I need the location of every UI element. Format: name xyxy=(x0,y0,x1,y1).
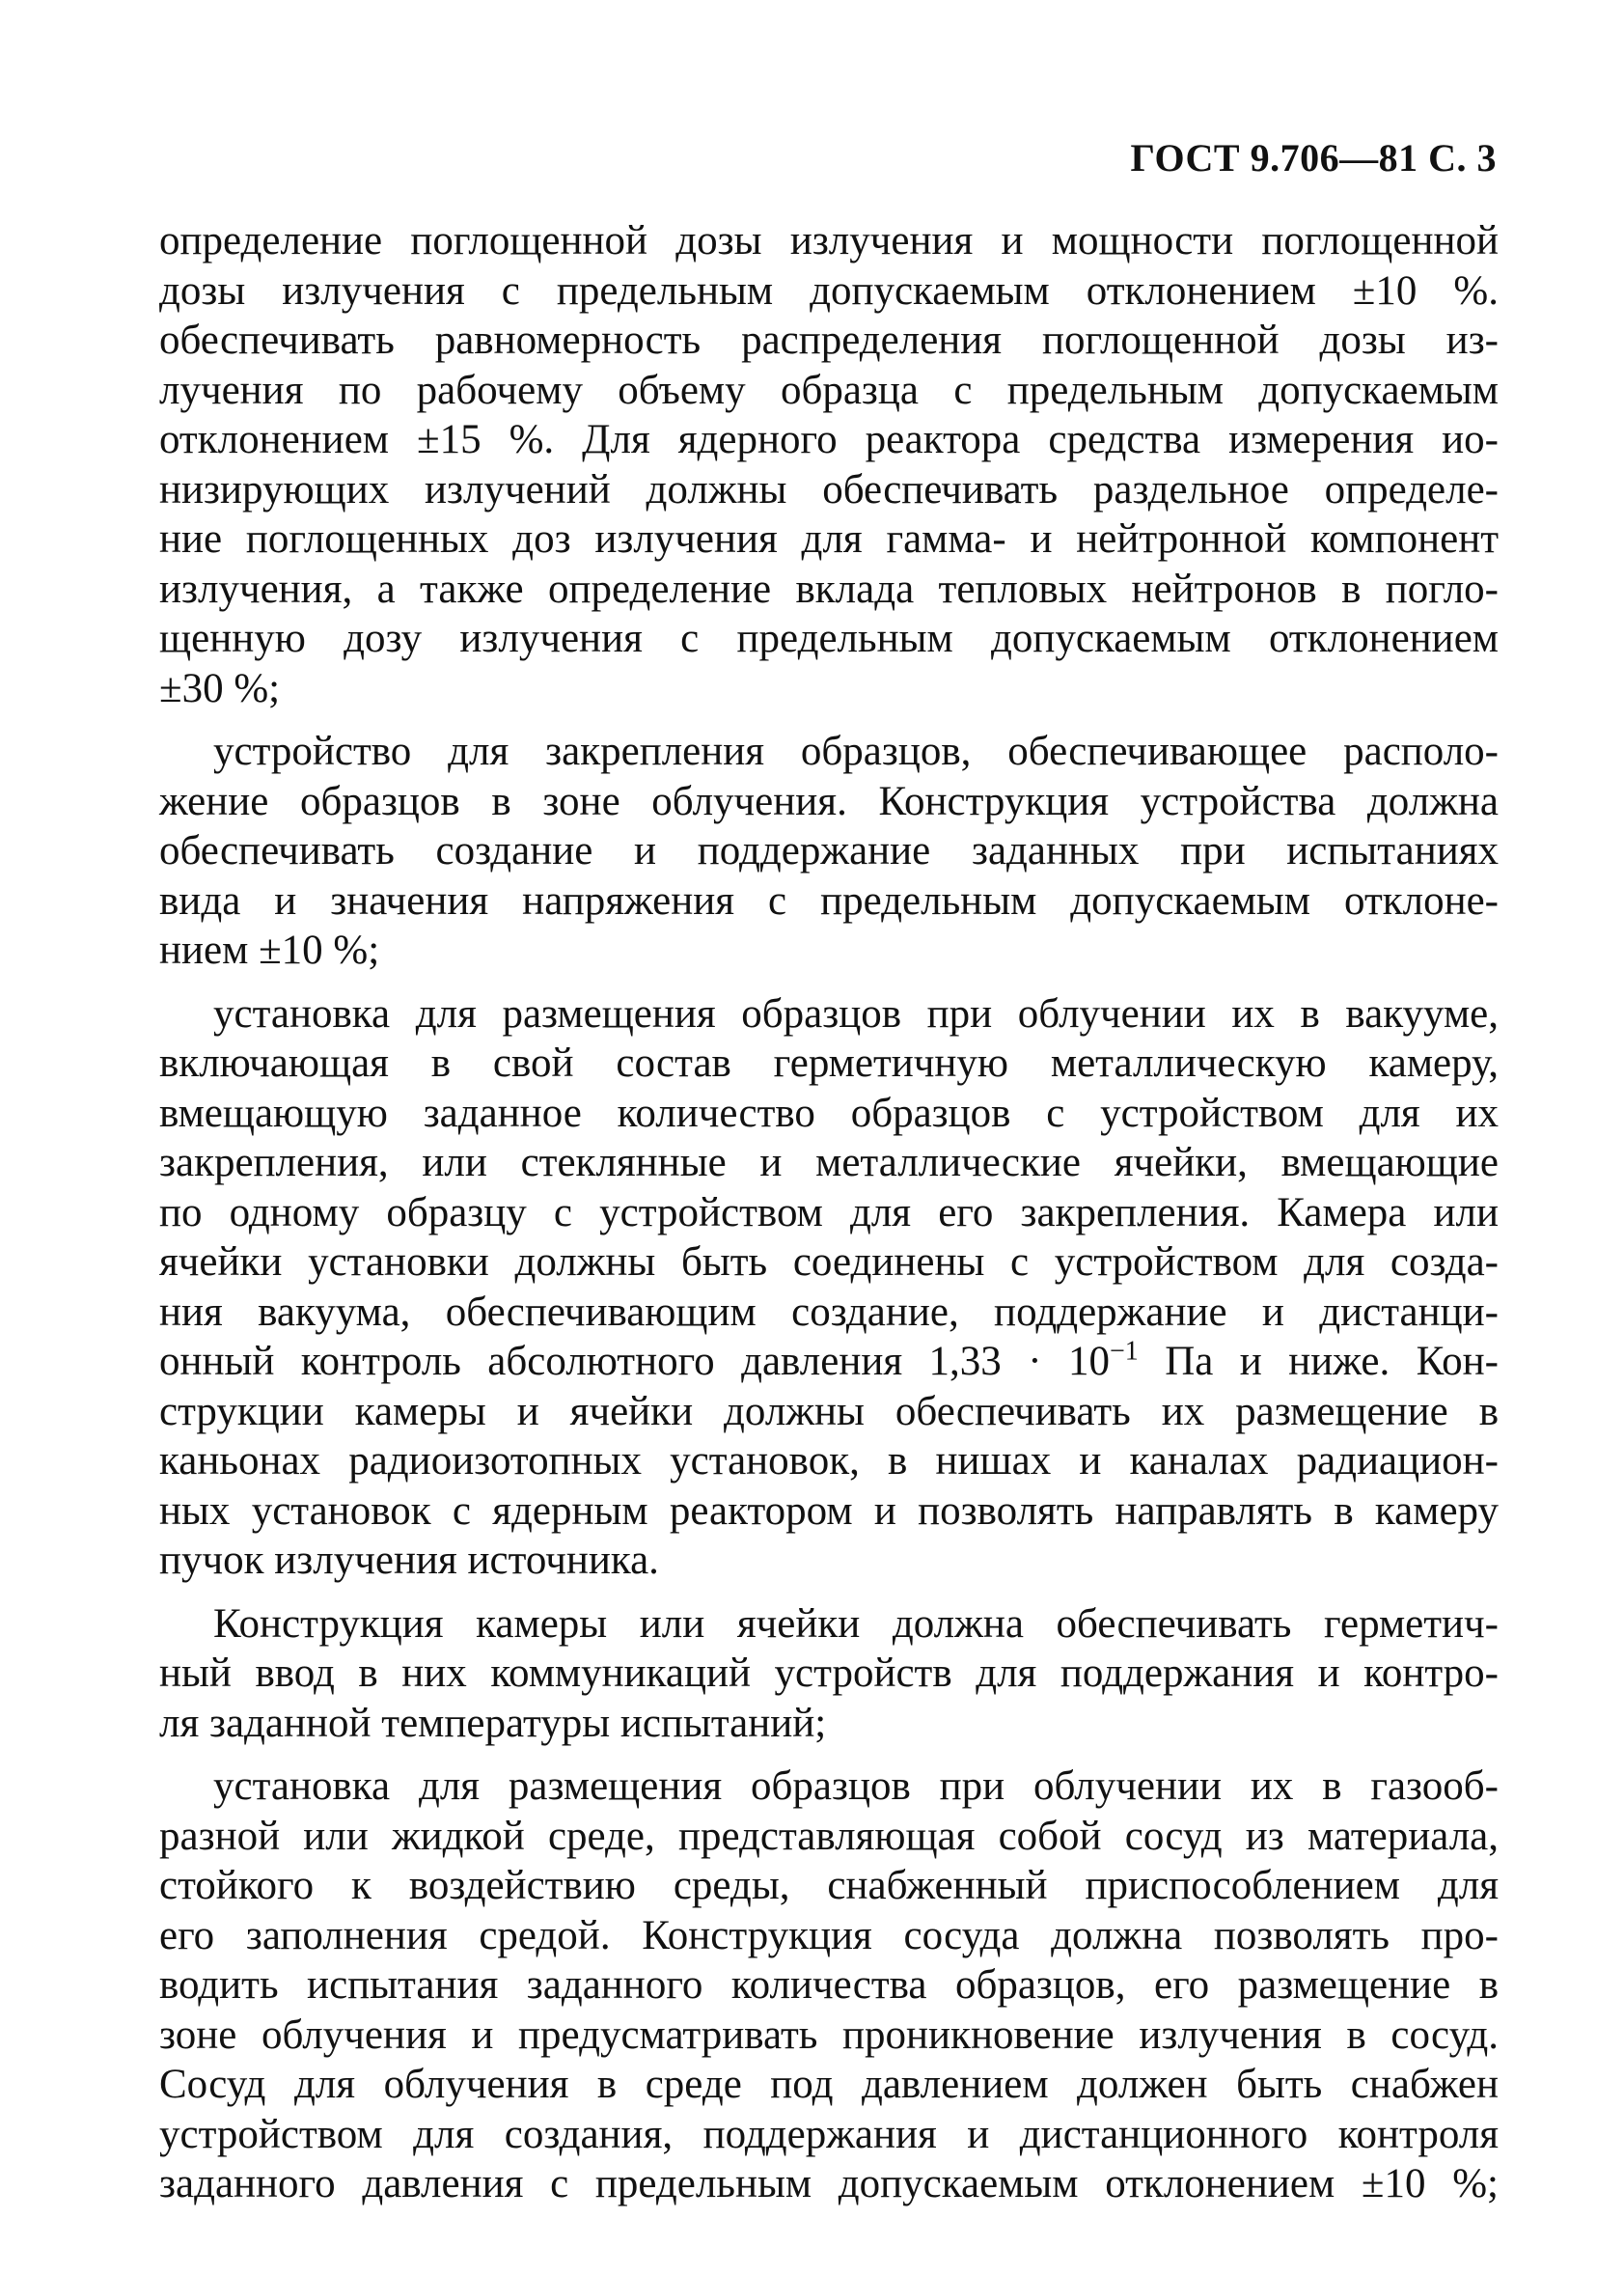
text-line: ние поглощенных доз излучения для гамма- и нейтронной компонент xyxy=(159,516,1499,562)
paragraph-5 xyxy=(159,1762,1499,2209)
text-line: нием ±10 %; xyxy=(159,928,380,973)
text-line: вмещающую заданное количество образцов с устройством для их xyxy=(159,1090,1499,1136)
text-line: ных установок с ядерным реактором и позволять направлять в камеру xyxy=(159,1487,1499,1534)
text-line-with-exponent xyxy=(159,1337,1499,1387)
text-line: ±30 %; xyxy=(159,665,281,711)
text-line: закрепления, или стеклянные и металлические ячейки, вмещающие xyxy=(159,1140,1499,1185)
text-line: низирующих излучений должны обеспечивать раздельное определе- xyxy=(159,466,1499,513)
text-line: жение образцов в зоне облучения. Конструкция устройства должна xyxy=(159,778,1499,824)
text-line: установка для размещения образцов при облучении их в газооб- xyxy=(213,1763,1499,1809)
text-segment: Па и ниже. Кон- xyxy=(1138,1339,1499,1384)
document-body xyxy=(159,216,1499,2209)
text-line: разной или жидкой среде, представляющая собой сосуд из материала, xyxy=(159,1813,1499,1859)
text-line: дозы излучения с предельным допускаемым отклонением ±10 %. xyxy=(159,267,1499,314)
text-line: водить испытания заданного количества образцов, его размещение в xyxy=(159,1962,1499,2008)
text-line: ля заданной температуры испытаний; xyxy=(159,1700,827,1746)
text-line: по одному образцу с устройством для его закрепления. Камера или xyxy=(159,1189,1499,1235)
paragraph-2 xyxy=(159,727,1499,976)
paragraph-3 xyxy=(159,989,1499,1586)
page-header: ГОСТ 9.706—81 С. 3 xyxy=(1130,136,1497,180)
text-line: щенную дозу излучения с предельным допускаемым отклонением xyxy=(159,616,1499,661)
text-line: обеспечивать создание и поддержание заданных при испытаниях xyxy=(159,828,1499,874)
text-line: стойкого к воздействию среды, снабженный приспособлением для xyxy=(159,1863,1499,1908)
text-line: зоне облучения и предусматривать проникновение излучения в сосуд. xyxy=(159,2011,1499,2058)
text-line: установка для размещения образцов при облучении их в вакууме, xyxy=(213,990,1499,1037)
text-line: устройством для создания, поддержания и дистанционного контроля xyxy=(159,2111,1499,2157)
text-line: струкции камеры и ячейки должны обеспечивать их размещение в xyxy=(159,1388,1499,1434)
text-line: устройство для закрепления образцов, обеспечивающее располо- xyxy=(213,729,1499,774)
text-line: излучения, а также определение вклада тепловых нейтронов в погло- xyxy=(159,566,1499,612)
text-line: ный ввод в них коммуникаций устройств для поддержания и контро- xyxy=(159,1651,1499,1696)
paragraph-1 xyxy=(159,216,1499,713)
text-line: Конструкция камеры или ячейки должна обеспечивать герметич- xyxy=(213,1600,1499,1647)
text-segment: онный контроль абсолютного давления 1,33 · 10 xyxy=(159,1339,1110,1384)
text-line: определение поглощенной дозы излучения и мощности поглощенной xyxy=(159,218,1499,264)
text-line: ячейки установки должны быть соединены с устройством для созда- xyxy=(159,1239,1499,1285)
text-line: пучок излучения источника. xyxy=(159,1538,659,1583)
exponent: −1 xyxy=(1109,1336,1139,1367)
text-line: лучения по рабочему объему образца с предельным допускаемым xyxy=(159,367,1499,413)
text-line: его заполнения средой. Конструкция сосуда должна позволять про- xyxy=(159,1912,1499,1958)
text-line: ния вакуума, обеспечивающим создание, поддержание и дистанци- xyxy=(159,1289,1499,1335)
text-line: обеспечивать равномерность распределения поглощенной дозы из- xyxy=(159,318,1499,363)
text-line: Сосуд для облучения в среде под давлением должен быть снабжен xyxy=(159,2062,1499,2107)
text-line: отклонением ±15 %. Для ядерного реактора средства измерения ио- xyxy=(159,417,1499,462)
text-line: включающая в свой состав герметичную металлическую камеру, xyxy=(159,1040,1499,1086)
text-line: вида и значения напряжения с предельным допускаемым отклоне- xyxy=(159,877,1499,924)
text-line: каньонах радиоизотопных установок, в нишах и каналах радиацион- xyxy=(159,1438,1499,1484)
paragraph-4 xyxy=(159,1599,1499,1749)
text-line: заданного давления с предельным допускаемым отклонением ±10 %; xyxy=(159,2161,1499,2206)
